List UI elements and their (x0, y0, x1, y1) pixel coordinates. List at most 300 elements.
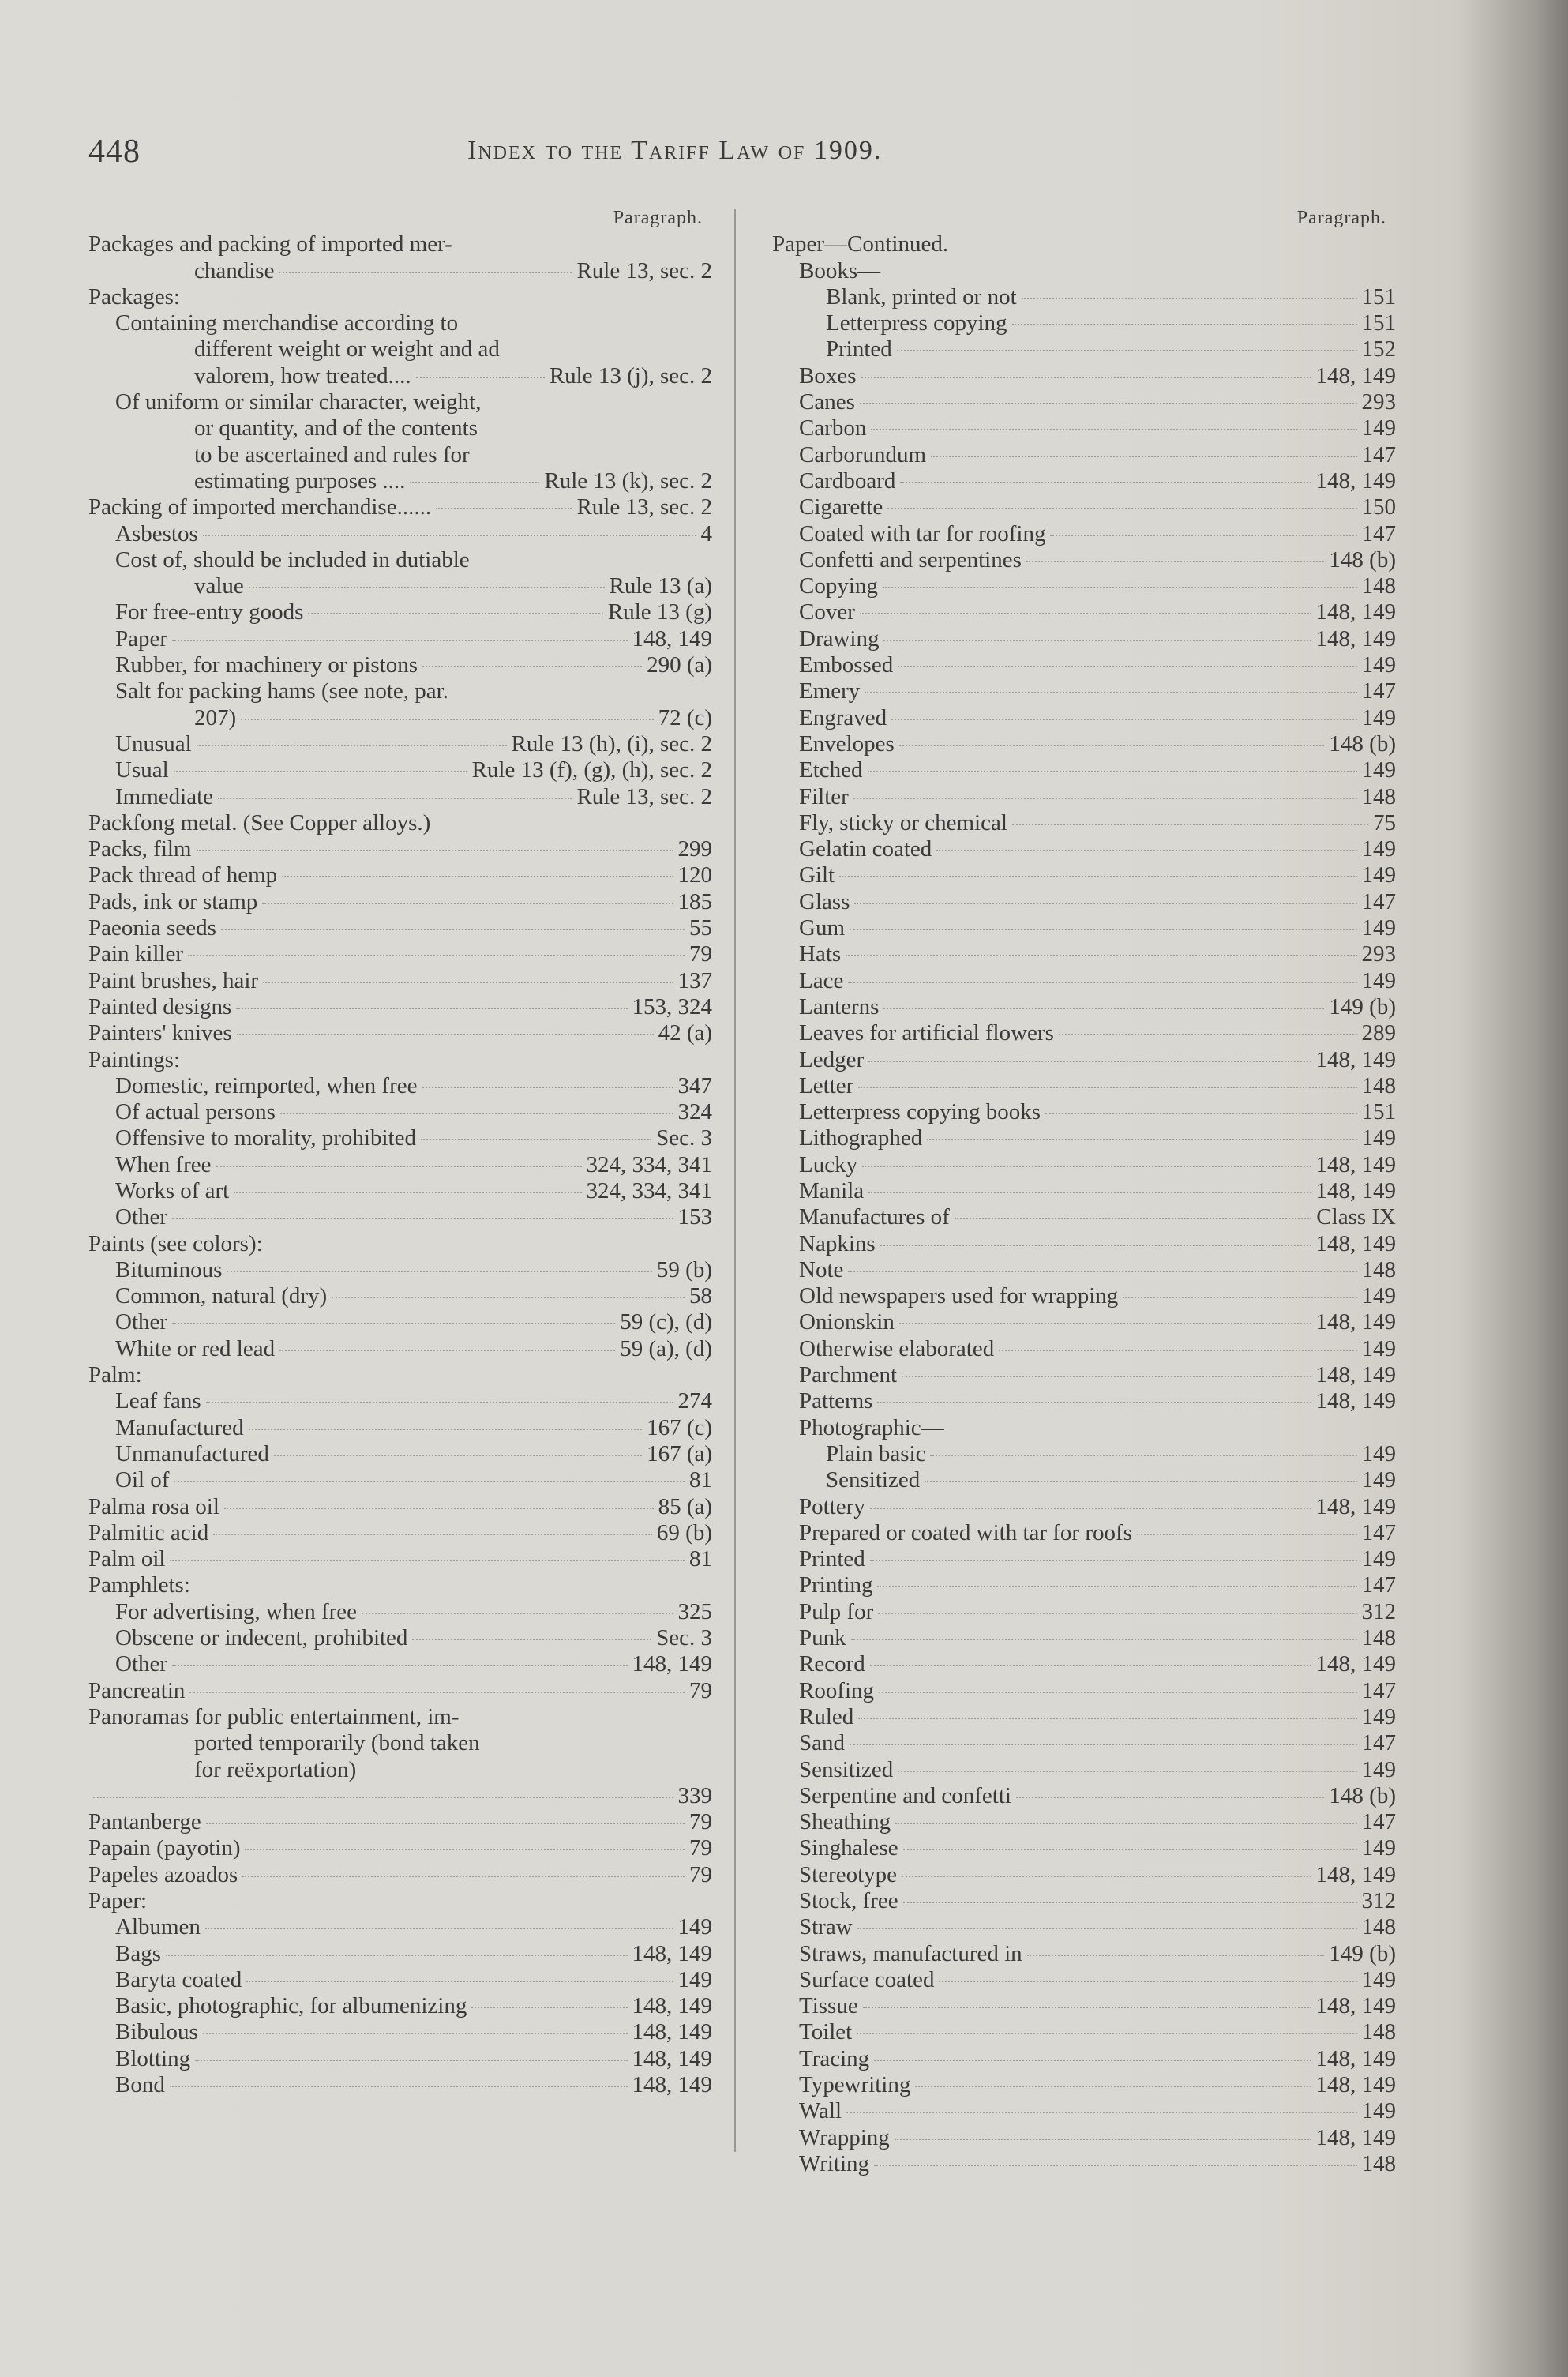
index-entry (772, 941, 1396, 967)
index-entry (88, 1099, 712, 1125)
index-entry (88, 1835, 712, 1861)
paragraph-reference: 79 (689, 1809, 712, 1835)
paragraph-reference: 149 (1361, 1546, 1396, 1572)
entry-label: Pads, ink or stamp (88, 888, 258, 914)
paragraph-reference: 79 (689, 1861, 712, 1887)
entry-label: Manufactured (115, 1414, 244, 1440)
entry-label: Sand (799, 1730, 845, 1756)
paragraph-reference: 148 (1361, 1072, 1396, 1098)
paragraph-reference: 148, 149 (632, 1993, 712, 2019)
entry-label: Letter (799, 1072, 854, 1098)
index-entry (88, 1494, 712, 1520)
paragraph-reference: 148, 149 (1315, 1651, 1396, 1677)
entry-label: Ledger (799, 1046, 865, 1072)
paragraph-reference: 312 (1361, 1888, 1396, 1913)
entry-label: Surface coated (799, 1966, 935, 1992)
entry-label: Onionskin (799, 1309, 895, 1335)
index-entry (88, 1204, 712, 1230)
dot-leader (274, 1455, 642, 1456)
entry-label: Bibulous (115, 2019, 198, 2045)
entry-label: Prepared or coated with tar for roofs (799, 1519, 1132, 1545)
paragraph-reference: 137 (677, 967, 712, 993)
index-entry (88, 1520, 712, 1546)
index-entry (772, 2151, 1396, 2177)
paragraph-reference: 152 (1361, 336, 1396, 362)
dot-leader (936, 850, 1356, 851)
dot-leader (280, 1113, 673, 1114)
paragraph-reference: 153, 324 (632, 993, 712, 1020)
dot-leader (422, 1087, 673, 1088)
paragraph-reference: 120 (677, 862, 712, 888)
paragraph-reference: 149 (1361, 1835, 1396, 1861)
paragraph-reference: 149 (b) (1329, 993, 1396, 1020)
paragraph-reference: 148, 149 (1315, 1151, 1396, 1177)
entry-label: Palma rosa oil (88, 1493, 219, 1519)
dot-leader (895, 2139, 1311, 2140)
page-header (88, 133, 1399, 180)
index-entry (772, 231, 1396, 257)
dot-leader (874, 2165, 1356, 2166)
entry-label: Baryta coated (115, 1966, 242, 1992)
paragraph-reference: 148, 149 (1315, 2045, 1396, 2071)
paragraph-reference: 148, 149 (1315, 1309, 1396, 1335)
paragraph-reference: 148 (1361, 2150, 1396, 2176)
paragraph-reference: 81 (689, 1546, 712, 1572)
index-entry (88, 389, 712, 415)
entry-label: Record (799, 1651, 865, 1677)
dot-leader (848, 1271, 1356, 1272)
index-entry (772, 1809, 1396, 1835)
index-entry (772, 1415, 1396, 1441)
index-entry (772, 1572, 1396, 1598)
paragraph-reference: Class IX (1316, 1204, 1396, 1230)
dot-leader (878, 1613, 1356, 1614)
entry-label: Other (115, 1309, 168, 1335)
entry-label: Salt for packing hams (see note, par. (115, 678, 448, 704)
paragraph-reference: 324 (677, 1099, 712, 1125)
index-entry (772, 1441, 1396, 1467)
paragraph-reference: 274 (677, 1388, 712, 1414)
index-entry (88, 1125, 712, 1151)
entry-label: Paeonia seeds (88, 915, 216, 941)
index-entry (772, 2098, 1396, 2124)
dot-leader (854, 903, 1356, 904)
dot-leader (188, 955, 685, 956)
paragraph-reference: 324, 334, 341 (586, 1151, 712, 1177)
dot-leader (174, 1481, 685, 1482)
entry-label: Pack thread of hemp (88, 862, 278, 888)
entry-label: Gilt (799, 862, 835, 888)
entry-label: Offensive to morality, prohibited (115, 1125, 416, 1151)
paragraph-reference: 147 (1361, 678, 1396, 704)
paragraph-reference: 148, 149 (1315, 468, 1396, 494)
index-entry (88, 1704, 712, 1730)
dot-leader (915, 2086, 1311, 2087)
dot-leader (895, 1823, 1357, 1824)
entry-label: Filter (799, 783, 849, 809)
entry-label: Palmitic acid (88, 1519, 209, 1545)
dot-leader (862, 1166, 1311, 1167)
dot-leader (206, 1823, 685, 1824)
dot-leader (858, 1718, 1356, 1719)
index-entry (88, 862, 712, 888)
index-entry (88, 968, 712, 994)
index-entry (772, 810, 1396, 836)
dot-leader (860, 613, 1311, 614)
paragraph-reference: 325 (677, 1598, 712, 1624)
entry-label: Pantanberge (88, 1809, 201, 1835)
dot-leader (868, 771, 1357, 772)
dot-leader (898, 1771, 1356, 1772)
paragraph-reference: 149 (1361, 1703, 1396, 1729)
entry-label: Sensitized (826, 1467, 921, 1493)
dot-leader (1022, 298, 1357, 299)
index-entry (772, 1257, 1396, 1283)
paragraph-reference: 79 (689, 1835, 712, 1861)
index-entry (772, 521, 1396, 547)
dot-leader (863, 2007, 1311, 2008)
index-entry (772, 1599, 1396, 1625)
dot-leader (242, 1876, 685, 1877)
dot-leader (221, 929, 685, 930)
index-entry (88, 336, 712, 362)
paragraph-reference: Sec. 3 (656, 1125, 712, 1151)
entry-label: Straws, manufactured in (799, 1940, 1022, 1966)
entry-label: Typewriting (799, 2072, 911, 2098)
index-entry (88, 1073, 712, 1099)
paragraph-reference: 167 (c) (647, 1414, 712, 1440)
index-entry (88, 678, 712, 704)
index-entry (772, 1520, 1396, 1546)
paragraph-reference: 148, 149 (1315, 1177, 1396, 1204)
index-entry (88, 442, 712, 468)
paragraph-reference: Rule 13 (h), (i), sec. 2 (511, 730, 712, 757)
paragraph-reference: Sec. 3 (656, 1625, 712, 1651)
index-entry (88, 231, 712, 257)
index-entry (88, 1047, 712, 1073)
paragraph-reference: 293 (1361, 941, 1396, 967)
dot-leader (850, 929, 1357, 930)
index-entry (88, 889, 712, 915)
index-entry (772, 915, 1396, 941)
entry-label: Plain basic (826, 1440, 926, 1466)
entry-label: Leaf fans (115, 1388, 201, 1414)
dot-leader (282, 876, 673, 877)
index-entry (772, 1862, 1396, 1888)
entry-label: Books— (799, 257, 881, 284)
dot-leader (857, 2033, 1356, 2034)
entry-label: Cost of, should be included in dutiable (115, 546, 470, 573)
paragraph-reference: 149 (1361, 1467, 1396, 1493)
paragraph-reference: 149 (1361, 2098, 1396, 2124)
paragraph-reference: 4 (700, 520, 712, 546)
paragraph-reference: 149 (1361, 1756, 1396, 1782)
index-entry (88, 1546, 712, 1572)
entry-label: chandise (194, 257, 275, 284)
paragraph-reference: 148, 149 (1315, 2124, 1396, 2150)
entry-label: Cover (799, 599, 855, 625)
dot-leader (421, 1139, 651, 1140)
index-entry (88, 1152, 712, 1178)
entry-label: Pottery (799, 1493, 865, 1519)
dot-leader (925, 1481, 1356, 1482)
index-entry (88, 1888, 712, 1914)
entry-label: different weight or weight and ad (194, 336, 500, 362)
entry-label: Sheathing (799, 1809, 891, 1835)
paragraph-reference: 81 (689, 1467, 712, 1493)
index-entry (88, 994, 712, 1020)
entry-label: Packing of imported merchandise...... (88, 494, 432, 520)
entry-label: Oil of (115, 1467, 170, 1493)
index-entry (88, 1941, 712, 1967)
entry-label: For advertising, when free (115, 1598, 358, 1624)
dot-leader (839, 876, 1356, 877)
index-entry (88, 2019, 712, 2045)
index-entry (88, 468, 712, 494)
index-entry (772, 1336, 1396, 1362)
dot-leader (868, 1192, 1311, 1193)
dot-leader (887, 508, 1356, 509)
entry-label: Emery (799, 678, 861, 704)
entry-label: Pain killer (88, 941, 184, 967)
index-entry (772, 1073, 1396, 1099)
dot-leader (1059, 1034, 1357, 1035)
entry-label: Envelopes (799, 730, 895, 757)
entry-label: Packs, film (88, 836, 192, 862)
dot-leader (362, 1613, 673, 1614)
index-entry (88, 1467, 712, 1493)
index-entry (88, 941, 712, 967)
dot-leader (891, 719, 1356, 720)
index-entry (772, 1204, 1396, 1230)
entry-label: Packfong metal. (See Copper alloys.) (88, 809, 431, 836)
paragraph-reference: 185 (677, 888, 712, 914)
paragraph-reference: 59 (a), (d) (620, 1335, 712, 1361)
dot-leader (203, 2033, 628, 2034)
index-entry (772, 1651, 1396, 1677)
entry-label: Bituminous (115, 1256, 223, 1282)
dot-leader (871, 429, 1356, 430)
entry-label: Paints (see colors): (88, 1230, 263, 1256)
dot-leader (899, 1323, 1311, 1324)
paragraph-reference: Rule 13 (f), (g), (h), sec. 2 (471, 757, 712, 783)
entry-label: for reëxportation) (194, 1756, 357, 1782)
index-entry (772, 363, 1396, 389)
entry-label: Stock, free (799, 1888, 898, 1913)
dot-leader (245, 1849, 685, 1850)
paragraph-reference: 148, 149 (632, 2019, 712, 2045)
index-entry (88, 1967, 712, 1993)
dot-leader (93, 1797, 673, 1798)
entry-label: Usual (115, 757, 169, 783)
paragraph-reference: 149 (1361, 1335, 1396, 1361)
entry-label: ported temporarily (bond taken (194, 1730, 480, 1756)
entry-label: Other (115, 1651, 168, 1677)
entry-label: Domestic, reimported, when free (115, 1072, 418, 1098)
paragraph-reference: 148, 149 (1315, 1493, 1396, 1519)
paragraph-reference: 149 (677, 1966, 712, 1992)
index-entry (88, 2072, 712, 2098)
entry-label: Painters' knives (88, 1020, 232, 1046)
paragraph-reference: 147 (1361, 1519, 1396, 1545)
index-entry (772, 1783, 1396, 1809)
dot-leader (197, 745, 507, 746)
entry-label: Patterns (799, 1388, 873, 1414)
dot-leader (999, 1350, 1356, 1351)
paragraph-reference: 149 (1361, 1440, 1396, 1466)
index-entry (88, 284, 712, 310)
paragraph-reference: Rule 13, sec. 2 (576, 257, 712, 284)
entry-label: Tracing (799, 2045, 870, 2071)
dot-leader (213, 1534, 652, 1535)
paragraph-reference: 293 (1361, 389, 1396, 415)
entry-label: Containing merchandise according to (115, 310, 459, 336)
paragraph-reference: 148, 149 (632, 1651, 712, 1677)
entry-label: Common, natural (dry) (115, 1283, 328, 1309)
index-entry (772, 1047, 1396, 1073)
dot-leader (170, 2086, 628, 2087)
right-entries (772, 231, 1396, 2177)
dot-leader (927, 1139, 1356, 1140)
entry-label: Old newspapers used for wrapping (799, 1283, 1119, 1309)
paragraph-reference: 148, 149 (1315, 2072, 1396, 2098)
dot-leader (410, 482, 539, 483)
paragraph-reference: Rule 13, sec. 2 (576, 494, 712, 520)
entry-label: Singhalese (799, 1835, 898, 1861)
index-entry (88, 415, 712, 441)
entry-label: Parchment (799, 1362, 898, 1388)
dot-leader (227, 1271, 652, 1272)
paragraph-reference: 150 (1361, 494, 1396, 520)
dot-leader (870, 1508, 1311, 1509)
dot-leader (930, 1455, 1356, 1456)
index-entry (88, 1625, 712, 1651)
dot-leader (263, 982, 673, 983)
index-entry (88, 1914, 712, 1940)
dot-leader (412, 1639, 651, 1640)
index-entry (772, 1388, 1396, 1414)
index-entry (772, 1467, 1396, 1493)
entry-label: Leaves for artificial flowers (799, 1020, 1054, 1046)
entry-label: Blank, printed or not (826, 284, 1017, 310)
dot-leader (877, 1586, 1356, 1587)
paragraph-reference: 79 (689, 1677, 712, 1703)
dot-leader (883, 587, 1357, 588)
dot-leader (249, 1429, 642, 1430)
entry-label: 207) (194, 704, 237, 730)
index-entry (88, 1415, 712, 1441)
paragraph-reference: 149 (1361, 704, 1396, 730)
index-entry (88, 705, 712, 731)
index-entry (772, 836, 1396, 862)
index-entry (772, 1178, 1396, 1204)
index-entry (772, 1730, 1396, 1756)
entry-label: Canes (799, 389, 855, 415)
column-heading-right: Paragraph. (1296, 208, 1386, 228)
dot-leader (870, 1665, 1311, 1666)
entry-label: Photographic— (799, 1414, 944, 1440)
dot-leader (241, 719, 653, 720)
paragraph-reference: 148 (b) (1329, 730, 1396, 757)
paragraph-reference: 148, 149 (1315, 625, 1396, 652)
paragraph-reference: 148, 149 (1315, 1388, 1396, 1414)
index-entry (772, 547, 1396, 573)
index-entry (88, 573, 712, 599)
entry-label: Embossed (799, 652, 894, 678)
dot-leader (874, 2060, 1311, 2061)
paragraph-reference: 148, 149 (1315, 362, 1396, 389)
entry-label: Hats (799, 941, 842, 967)
dot-leader (218, 798, 572, 799)
dot-leader (877, 1402, 1311, 1403)
index-entry (772, 626, 1396, 652)
paragraph-reference: Rule 13, sec. 2 (576, 783, 712, 809)
paragraph-reference: 147 (1361, 1572, 1396, 1598)
index-entry (772, 2019, 1396, 2045)
dot-leader (883, 1008, 1324, 1009)
entry-label: Basic, photographic, for albumenizing (115, 1993, 467, 2019)
index-entry (88, 1993, 712, 2019)
paragraph-reference: 148 (b) (1329, 1782, 1396, 1808)
index-entry (88, 1020, 712, 1046)
paragraph-reference: 148 (1361, 1256, 1396, 1282)
index-entry (88, 1599, 712, 1625)
index-entry (88, 1809, 712, 1835)
dot-leader (279, 1350, 615, 1351)
entry-label: Works of art (115, 1177, 230, 1204)
dot-leader (203, 535, 696, 536)
paragraph-reference: 290 (a) (647, 652, 712, 678)
paragraph-reference: 324, 334, 341 (586, 1177, 712, 1204)
index-entry (88, 1572, 712, 1598)
dot-leader (868, 1061, 1311, 1062)
dot-leader (332, 1297, 685, 1298)
entry-label: Punk (799, 1625, 846, 1651)
paragraph-reference: 148, 149 (1315, 1861, 1396, 1887)
entry-label: Letterpress copying books (799, 1099, 1041, 1125)
entry-label: Bond (115, 2072, 165, 2098)
index-entry (88, 836, 712, 862)
entry-label: Papain (payotin) (88, 1835, 241, 1861)
paragraph-reference: 58 (689, 1283, 712, 1309)
entry-label: Roofing (799, 1677, 875, 1703)
entry-label: Engraved (799, 704, 887, 730)
index-entry (772, 705, 1396, 731)
index-entry (88, 652, 712, 678)
dot-leader (1026, 561, 1325, 562)
dot-leader (857, 1928, 1357, 1929)
entry-label: When free (115, 1151, 212, 1177)
entry-label: Boxes (799, 362, 857, 389)
index-entry (772, 2125, 1396, 2151)
dot-leader (900, 482, 1311, 483)
entry-label: Panoramas for public entertainment, im- (88, 1703, 460, 1729)
entry-label: Wall (799, 2098, 842, 2124)
paragraph-reference: 148, 149 (632, 2072, 712, 2098)
paragraph-reference: 149 (1361, 967, 1396, 993)
index-entry (88, 1678, 712, 1704)
index-entry (772, 573, 1396, 599)
dot-leader (870, 1560, 1357, 1561)
index-entry (772, 678, 1396, 704)
paragraph-reference: 151 (1361, 1099, 1396, 1125)
index-entry (772, 310, 1396, 336)
dot-leader (850, 1744, 1357, 1745)
index-entry (772, 1888, 1396, 1914)
paragraph-reference: 347 (677, 1072, 712, 1098)
index-entry (88, 1231, 712, 1257)
entry-label: Glass (799, 888, 850, 914)
